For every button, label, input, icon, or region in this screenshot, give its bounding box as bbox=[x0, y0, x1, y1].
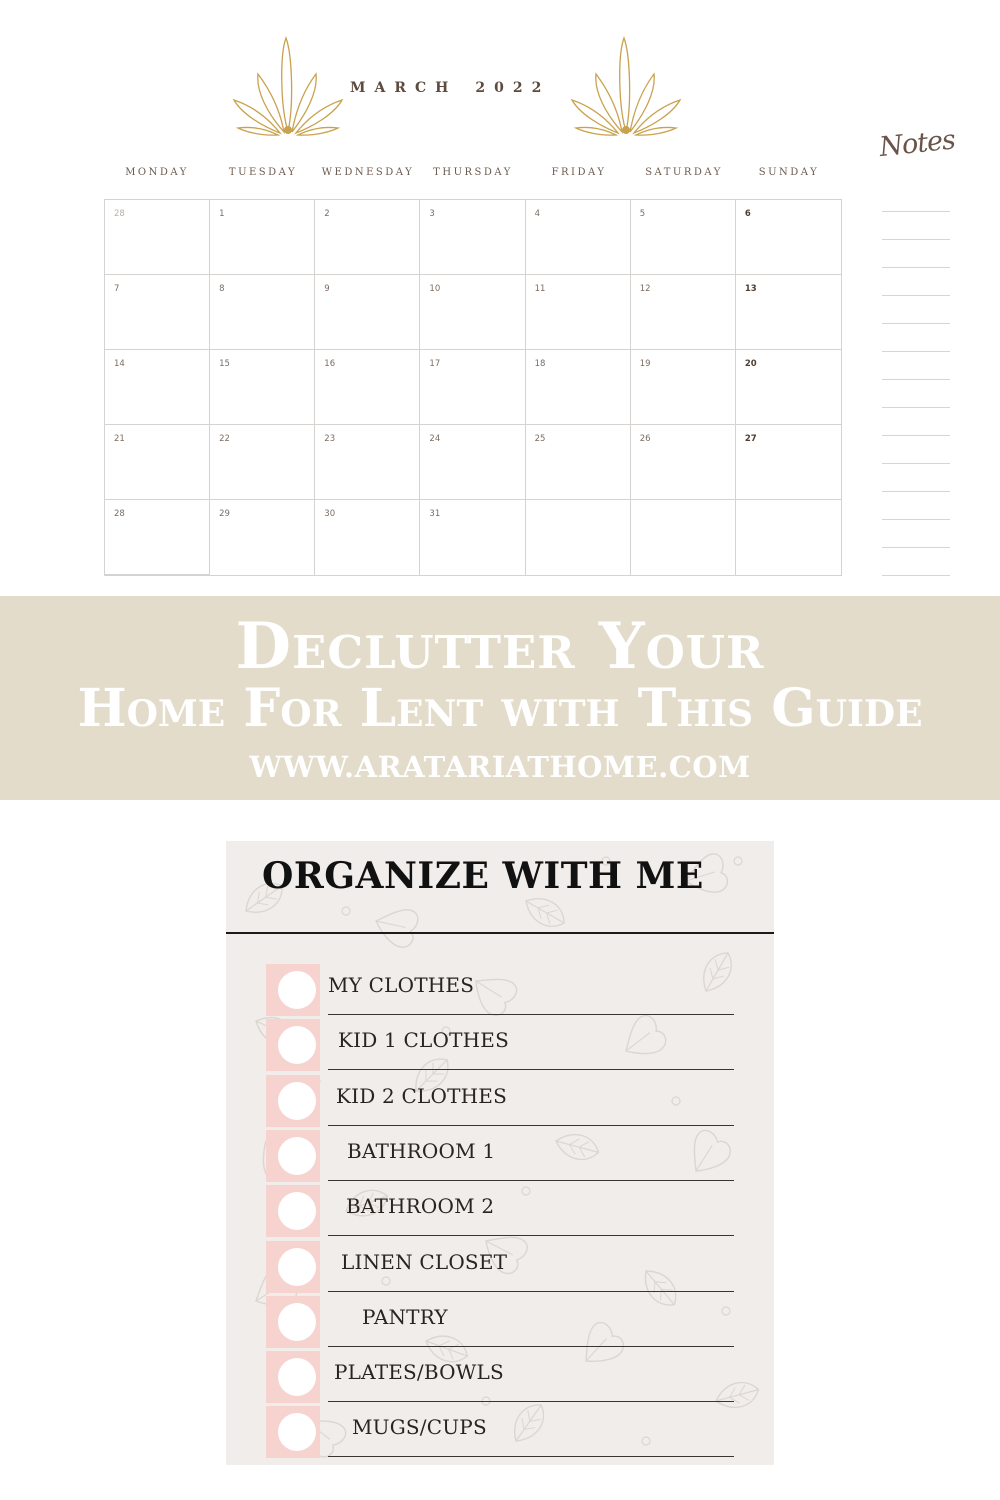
day-number: 31 bbox=[429, 509, 441, 519]
banner-headline-line2: Home For Lent with This Guide bbox=[77, 678, 923, 739]
checklist-item bbox=[226, 1024, 774, 1079]
checklist-item bbox=[226, 1301, 774, 1356]
day-number: 4 bbox=[534, 209, 540, 219]
day-number: 18 bbox=[534, 359, 546, 369]
calendar-day-cell[interactable] bbox=[315, 425, 420, 500]
calendar-day-cell[interactable] bbox=[210, 350, 315, 425]
notes-line bbox=[882, 351, 950, 352]
checklist-item-label: KID 1 CLOTHES bbox=[338, 1028, 509, 1053]
checklist-underline bbox=[328, 1291, 734, 1292]
day-number: 17 bbox=[429, 359, 441, 369]
day-number: 28 bbox=[114, 509, 125, 519]
checklist-underline bbox=[328, 1456, 734, 1457]
day-number: 5 bbox=[639, 209, 646, 219]
calendar-day-cell[interactable] bbox=[210, 275, 315, 350]
day-number: 11 bbox=[534, 284, 546, 294]
day-number: 29 bbox=[219, 509, 230, 519]
day-number: 16 bbox=[324, 359, 336, 369]
checklist-title: ORGANIZE WITH ME bbox=[262, 855, 704, 897]
checklist-item-label: LINEN CLOSET bbox=[341, 1249, 508, 1274]
checklist-item-label: KID 2 CLOTHES bbox=[336, 1083, 507, 1108]
day-number: 19 bbox=[639, 359, 651, 369]
calendar-day-cell[interactable] bbox=[210, 425, 315, 500]
notes-line bbox=[882, 435, 950, 436]
day-number: 2 bbox=[324, 209, 330, 219]
notes-line bbox=[882, 379, 950, 380]
notes-title: Notes bbox=[877, 124, 957, 164]
calendar-day-cell[interactable] bbox=[736, 500, 841, 575]
day-number: 8 bbox=[219, 284, 225, 294]
calendar-day-cell[interactable] bbox=[315, 500, 420, 575]
calendar-day-cell[interactable] bbox=[736, 425, 841, 500]
day-number: 23 bbox=[324, 434, 336, 444]
weekday-friday: FRIDAY bbox=[551, 167, 607, 178]
leaf-ornament-left-icon bbox=[228, 34, 348, 140]
title-banner bbox=[0, 596, 1000, 800]
checklist-item-label: MUGS/CUPS bbox=[352, 1415, 487, 1440]
calendar-day-cell[interactable] bbox=[420, 500, 525, 575]
calendar-day-cell[interactable] bbox=[631, 350, 736, 425]
checklist-item bbox=[226, 969, 774, 1024]
calendar-day-cell[interactable] bbox=[420, 275, 525, 350]
checkbox[interactable] bbox=[278, 1303, 316, 1341]
title-divider bbox=[226, 932, 774, 934]
checklist-item-label: BATHROOM 1 bbox=[347, 1138, 496, 1163]
day-number: 10 bbox=[429, 284, 441, 294]
day-number: 14 bbox=[114, 359, 125, 369]
notes-line bbox=[882, 519, 950, 520]
checklist-underline bbox=[328, 1346, 734, 1347]
checklist-underline bbox=[328, 1235, 734, 1236]
banner-headline-line1: Declutter Your bbox=[235, 609, 765, 684]
day-number: 15 bbox=[219, 359, 230, 369]
day-number: 21 bbox=[114, 434, 125, 444]
calendar-day-cell[interactable] bbox=[420, 350, 525, 425]
weekday-wednesday: WEDNESDAY bbox=[321, 167, 415, 178]
calendar-day-cell[interactable] bbox=[526, 200, 631, 275]
weekday-sunday: SUNDAY bbox=[758, 167, 820, 178]
calendar-day-cell[interactable] bbox=[736, 200, 841, 275]
calendar-day-cell[interactable] bbox=[105, 275, 210, 350]
checklist-item-label: PLATES/BOWLS bbox=[334, 1360, 504, 1385]
notes-line bbox=[882, 491, 950, 492]
day-number: 1 bbox=[219, 209, 225, 219]
notes-lines bbox=[882, 211, 950, 579]
calendar-day-cell[interactable] bbox=[105, 500, 210, 575]
weekday-saturday: SATURDAY bbox=[645, 167, 723, 178]
checkbox[interactable] bbox=[278, 971, 316, 1009]
calendar-day-cell[interactable] bbox=[736, 275, 841, 350]
checkbox[interactable] bbox=[278, 1137, 316, 1175]
calendar-day-cell[interactable] bbox=[631, 200, 736, 275]
calendar-day-cell[interactable] bbox=[526, 350, 631, 425]
calendar-day-cell[interactable] bbox=[210, 200, 315, 275]
checklist-item bbox=[226, 1411, 774, 1465]
notes-line bbox=[882, 407, 950, 408]
day-number: 27 bbox=[744, 434, 757, 444]
notes-line bbox=[882, 463, 950, 464]
leaf-ornament-right-icon bbox=[566, 34, 686, 140]
checklist-item-label: MY CLOTHES bbox=[328, 973, 475, 997]
day-number: 20 bbox=[744, 359, 757, 369]
calendar-day-cell[interactable] bbox=[420, 425, 525, 500]
weekday-thursday: THURSDAY bbox=[433, 167, 513, 178]
checklist-underline bbox=[328, 1180, 734, 1181]
day-number: 6 bbox=[744, 209, 751, 219]
weekday-tuesday: TUESDAY bbox=[228, 167, 298, 178]
checklist-underline bbox=[328, 1125, 734, 1126]
calendar-day-cell[interactable] bbox=[526, 425, 631, 500]
calendar-day-cell[interactable] bbox=[105, 425, 210, 500]
day-number: 26 bbox=[639, 434, 651, 444]
calendar-day-cell[interactable] bbox=[526, 275, 631, 350]
notes-line bbox=[882, 547, 950, 548]
day-number: 13 bbox=[744, 284, 757, 294]
notes-line bbox=[882, 239, 950, 240]
weekday-monday: MONDAY bbox=[125, 167, 189, 178]
notes-line bbox=[882, 295, 950, 296]
banner-website-url: WWW.ARATARIATHOME.COM bbox=[249, 750, 751, 784]
calendar-day-cell[interactable] bbox=[105, 200, 210, 275]
calendar-day-cell[interactable] bbox=[631, 425, 736, 500]
checklist-item-label: PANTRY bbox=[362, 1304, 448, 1329]
calendar-day-cell[interactable] bbox=[315, 350, 420, 425]
notes-line bbox=[882, 211, 950, 212]
checklist-underline bbox=[328, 1069, 734, 1070]
checklist-item-label: BATHROOM 2 bbox=[346, 1194, 495, 1219]
checkbox[interactable] bbox=[278, 1192, 316, 1230]
day-number: 28 bbox=[114, 209, 125, 219]
calendar-day-cell[interactable] bbox=[420, 200, 525, 275]
checklist-underline bbox=[328, 1401, 734, 1402]
calendar-day-cell[interactable] bbox=[210, 500, 315, 575]
notes-line bbox=[882, 575, 950, 576]
day-number: 30 bbox=[324, 509, 336, 519]
notes-line bbox=[882, 267, 950, 268]
day-number: 7 bbox=[114, 284, 120, 294]
checklist-item bbox=[226, 1135, 774, 1190]
day-number: 12 bbox=[639, 284, 651, 294]
day-number: 3 bbox=[429, 209, 435, 219]
weekday-header bbox=[104, 167, 842, 183]
checklist-item bbox=[226, 1356, 774, 1411]
checklist-item bbox=[226, 1080, 774, 1135]
day-number: 24 bbox=[429, 434, 441, 444]
organize-checklist-card bbox=[226, 841, 774, 1465]
calendar-day-cell[interactable] bbox=[736, 350, 841, 425]
notes-line bbox=[882, 323, 950, 324]
checklist-item bbox=[226, 1190, 774, 1245]
calendar-grid bbox=[104, 199, 842, 576]
day-number: 22 bbox=[219, 434, 230, 444]
checkbox[interactable] bbox=[278, 1358, 316, 1396]
calendar-day-cell[interactable] bbox=[526, 500, 631, 575]
month-year-title bbox=[350, 80, 580, 104]
year-label: 2022 bbox=[475, 80, 551, 96]
checklist-underline bbox=[328, 1014, 734, 1015]
calendar-day-cell[interactable] bbox=[105, 350, 210, 425]
calendar-day-cell[interactable] bbox=[631, 500, 736, 575]
checkbox[interactable] bbox=[278, 1082, 316, 1120]
month-label: MARCH bbox=[350, 80, 458, 96]
checklist-item bbox=[226, 1246, 774, 1301]
calendar-day-cell[interactable] bbox=[631, 275, 736, 350]
calendar-day-cell[interactable] bbox=[315, 200, 420, 275]
day-number: 25 bbox=[534, 434, 546, 444]
day-number: 9 bbox=[324, 284, 330, 294]
calendar-day-cell[interactable] bbox=[315, 275, 420, 350]
checkbox[interactable] bbox=[278, 1248, 316, 1286]
